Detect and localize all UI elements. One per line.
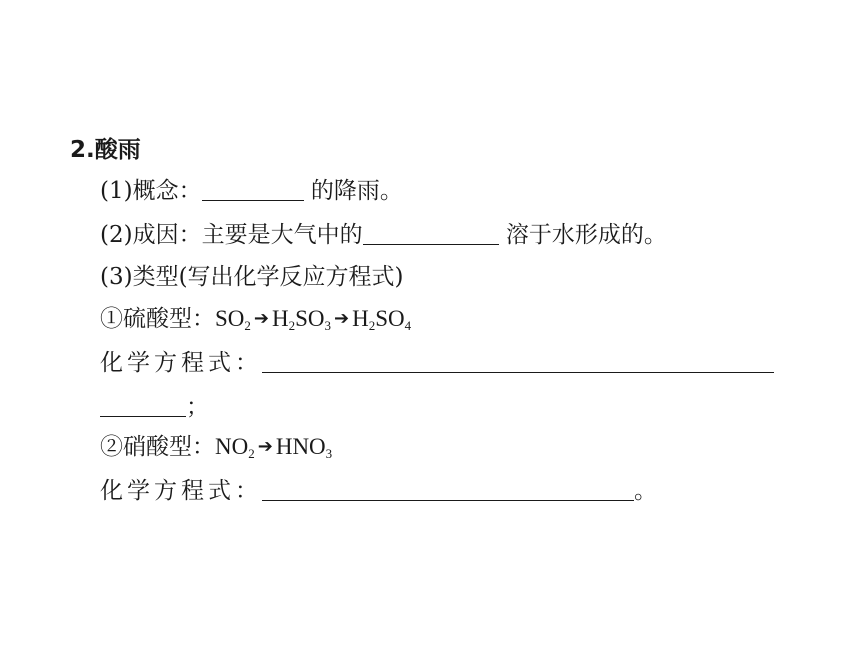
arrow-right-icon: ➔ [257, 436, 273, 457]
cause-line [100, 220, 667, 250]
sulfuric-equation-blank[interactable] [262, 350, 774, 373]
formula-h2so4: $H_2SO_4$ [352, 306, 412, 333]
nitric-label: ②硝酸型： [100, 434, 215, 460]
concept-blank[interactable] [202, 178, 304, 201]
arrow-right-icon: ➔ [334, 308, 350, 329]
concept-prefix: (1)概念： [100, 178, 202, 204]
formula-no2: $NO_2$ [215, 434, 255, 461]
cause-suffix: 溶于水形成的。 [498, 222, 667, 248]
nitric-line [100, 432, 332, 462]
formula-h2so3: $H_2SO_3$ [272, 306, 332, 333]
nitric-equation-blank[interactable] [262, 478, 634, 501]
section-title: 2.酸雨 [70, 137, 141, 163]
nitric-equation-line [100, 476, 657, 506]
arrow-right-icon: ➔ [253, 308, 269, 329]
equation-label: 化学方程式： [100, 350, 262, 376]
sulfuric-label: ①硫酸型： [100, 306, 215, 332]
equation-label: 化学方程式： [100, 478, 262, 504]
concept-line [100, 176, 403, 206]
formula-hno3: $HNO_3$ [275, 434, 333, 461]
sulfuric-equation-blank-2[interactable] [100, 394, 186, 417]
sulfuric-line [100, 304, 411, 334]
sulfuric-equation-line [100, 348, 774, 378]
semicolon: ； [186, 394, 209, 420]
sulfuric-equation-continuation [100, 392, 209, 422]
period: 。 [634, 478, 657, 504]
type-heading: (3)类型(写出化学反应方程式) [100, 264, 404, 290]
cause-blank[interactable] [363, 222, 499, 245]
cause-prefix: (2)成因：主要是大气中的 [100, 222, 363, 248]
concept-suffix: 的降雨。 [303, 178, 403, 204]
formula-so2: $SO_2$ [215, 306, 251, 333]
